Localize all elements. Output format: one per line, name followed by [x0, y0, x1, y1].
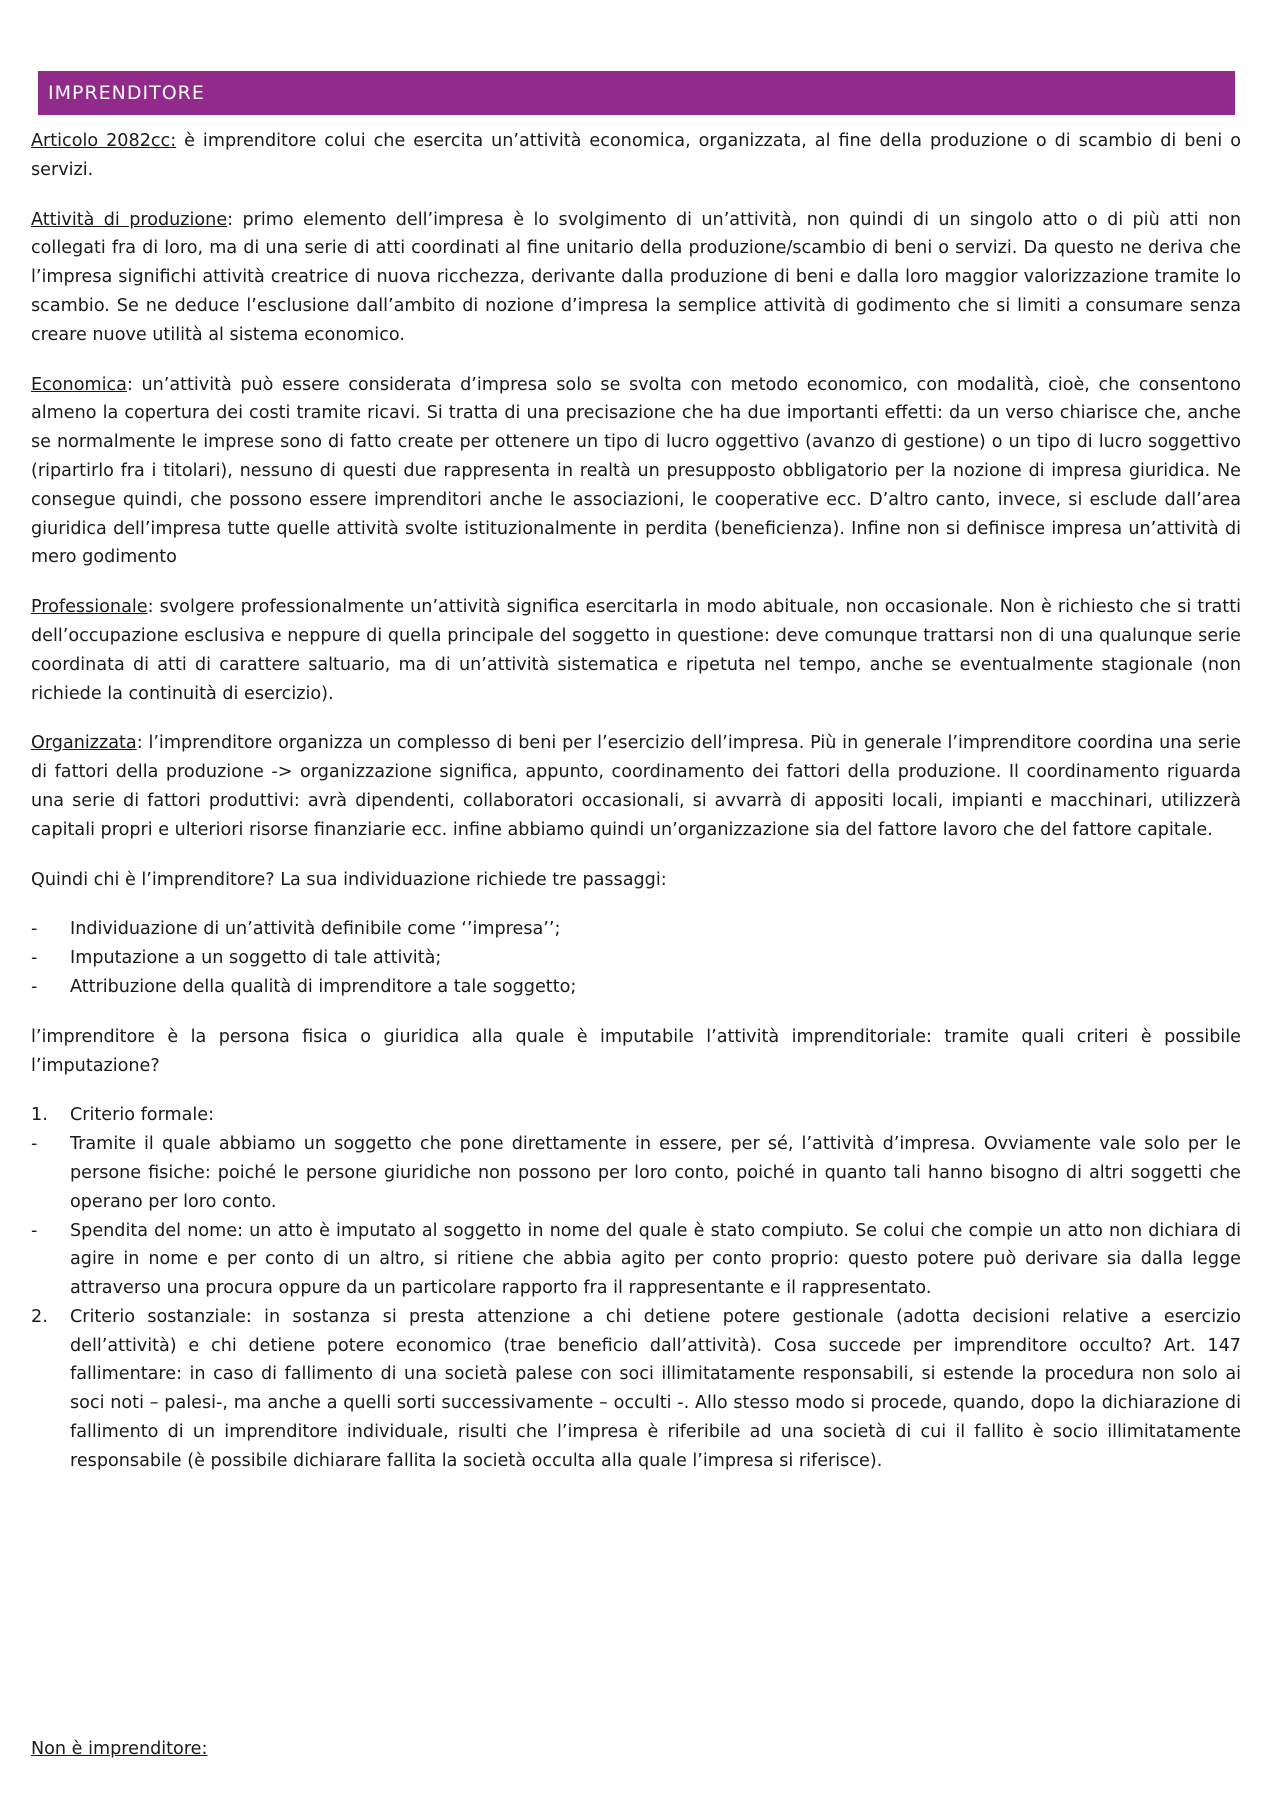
subheading-text: Non è imprenditore:: [31, 1739, 208, 1759]
list-item: [31, 1303, 1241, 1476]
section-title: IMPRENDITORE: [48, 82, 205, 104]
list-marker: 1.: [31, 1105, 48, 1126]
list-item: [31, 944, 1241, 973]
paragraph-articolo: [31, 127, 1241, 185]
list-marker: -: [31, 1134, 38, 1155]
list-item-text: Criterio formale:: [70, 1105, 215, 1126]
paragraph-text: : primo elemento dell’impresa è lo svolgimento di un’attività, non quindi di un singolo atto o di più atti non collegati fra di loro, ma di una serie di atti coordinati al fine unitario della produzione/scambio di beni o servizi. Da questo ne deriva che l’impresa significhi attività creatrice di nuova ricchezza, derivante dalla produzione di beni e dalla loro maggior valorizzazione tramite lo scambio. Se ne deduce l’esclusione dall’ambito di nozione d’impresa la semplice attività di godimento che si limiti a consumare senza creare nuove utilità al sistema economico.: [31, 209, 1242, 345]
list-marker: -: [31, 948, 38, 969]
paragraph-label: Attività di produzione: [31, 209, 228, 230]
subheading-non-imprenditore: [31, 1735, 207, 1764]
steps-list: [31, 915, 1241, 1001]
list-item-text: Imputazione a un soggetto di tale attività;: [70, 948, 442, 969]
document-body: [31, 127, 1241, 1497]
list-item-text: Criterio sostanziale: in sostanza si presta attenzione a chi detiene potere gestionale (adotta decisioni relative a esercizio dell’attività) e chi detiene potere economico (trae beneficio dall’attività). Cosa succede per imprenditore occulto? Art. 147 fallimentare: in caso di fallimento di una società palese con soci illimitatamente responsabili, si estende la procedura non solo ai soci noti – palesi-, ma anche a quelli sorti successivamente – occulti -. Allo stesso modo si procede, quando, dopo la dichiarazione di fallimento di un imprenditore individuale, risulti che l’impresa è riferibile ad una società di cui il fallito è socio illimitatamente responsabile (è possibile dichiarare fallita la società occulta alla quale l’impresa si riferisce).: [70, 1306, 1241, 1471]
paragraph-text: è imprenditore colui che esercita un’attività economica, organizzata, al fine della produzione o di scambio di beni o servizi.: [31, 131, 1241, 180]
list-item: [31, 1217, 1241, 1303]
paragraph-professionale: [31, 593, 1241, 708]
paragraph-text: l’imprenditore è la persona fisica o giuridica alla quale è imputabile l’attività imprenditoriale: tramite quali criteri è possibile l’imputazione?: [31, 1026, 1241, 1076]
list-item: [31, 915, 1241, 944]
list-marker: 2.: [31, 1306, 48, 1327]
paragraph-question: [31, 866, 1241, 895]
paragraph-label: Articolo 2082cc:: [31, 131, 177, 151]
paragraph-text: : svolgere professionalmente un’attività significa esercitarla in modo abituale, non occasionale. Non è richiesto che si tratti dell’occupazione esclusiva e neppure di quella principale del soggetto in questione: deve comunque trattarsi non di una qualunque serie coordinata di atti di carattere saltuario, ma di un’attività sistematica e ripetuta nel tempo, anche se eventualmente stagionale (non richiede la continuità di esercizio).: [31, 597, 1241, 704]
paragraph-economica: [31, 371, 1241, 573]
paragraph-text: : un’attività può essere considerata d’impresa solo se svolta con metodo economico, con modalità, cioè, che consentono almeno la copertura dei costi tramite ricavi. Si tratta di una precisazione che ha due importanti effetti: da un verso chiarisce che, anche se normalmente le imprese sono di fatto create per ottenere un tipo di lucro oggettivo (avanzo di gestione) o un tipo di lucro soggettivo (ripartirlo fra i titolari), nessuno di questi due rappresenta in realtà un presupposto obbligatorio per la nozione di impresa giuridica. Ne consegue quindi, che possono essere imprenditori anche le associazioni, le cooperative ecc. D’altro canto, invece, si esclude dall’area giuridica dell’impresa tutte quelle attività svolte istituzionalmente in perdita (beneficienza). Infine non si definisce impresa un’attività di mero godimento: [31, 374, 1241, 568]
list-item: [31, 1130, 1241, 1216]
section-header-bar: [38, 71, 1235, 115]
paragraph-label: Organizzata: [31, 733, 137, 754]
paragraph-text: Quindi chi è l’imprenditore? La sua individuazione richiede tre passaggi:: [31, 869, 667, 890]
list-item: [31, 973, 1241, 1002]
list-item-text: Spendita del nome: un atto è imputato al soggetto in nome del quale è stato compiuto. Se colui che compie un atto non dichiara di agire in nome e per conto di un altro, si ritiene che abbia agito per conto proprio: questo potere può derivare sia dalla legge attraverso una procura oppure da un particolare rapporto fra il rappresentante e il rappresentato.: [70, 1220, 1241, 1299]
paragraph-text: : l’imprenditore organizza un complesso di beni per l’esercizio dell’impresa. Più in generale l’imprenditore coordina una serie di fattori della produzione -> organizzazione significa, appunto, coordinamento dei fattori della produzione. Il coordinamento riguarda una serie di fattori produttivi: avrà dipendenti, collaboratori occasionali, si avvarrà di appositi locali, impianti e macchinari, utilizzerà capitali propri e ulteriori risorse finanziarie ecc. infine abbiamo quindi un’organizzazione sia del fattore lavoro che del fattore capitale.: [31, 733, 1241, 840]
list-item-text: Tramite il quale abbiamo un soggetto che pone direttamente in essere, per sé, l’attività d’impresa. Ovviamente vale solo per le persone fisiche: poiché le persone giuridiche non possono per loro conto, poiché in quanto tali hanno bisogno di altri soggetti che operano per loro conto.: [70, 1134, 1241, 1212]
paragraph-label: Professionale: [31, 597, 148, 618]
list-marker: -: [31, 1220, 38, 1241]
list-marker: -: [31, 976, 38, 997]
list-marker: -: [31, 919, 38, 940]
paragraph-attivita-produzione: [31, 206, 1241, 350]
list-item-text: Individuazione di un’attività definibile come ‘’impresa’’;: [70, 919, 561, 940]
list-item-text: Attribuzione della qualità di imprenditore a tale soggetto;: [70, 976, 577, 997]
paragraph-imputazione: [31, 1023, 1241, 1081]
paragraph-label: Economica: [31, 374, 127, 395]
paragraph-organizzata: [31, 729, 1241, 844]
criteria-list: [31, 1101, 1241, 1475]
list-item: [31, 1101, 1241, 1130]
